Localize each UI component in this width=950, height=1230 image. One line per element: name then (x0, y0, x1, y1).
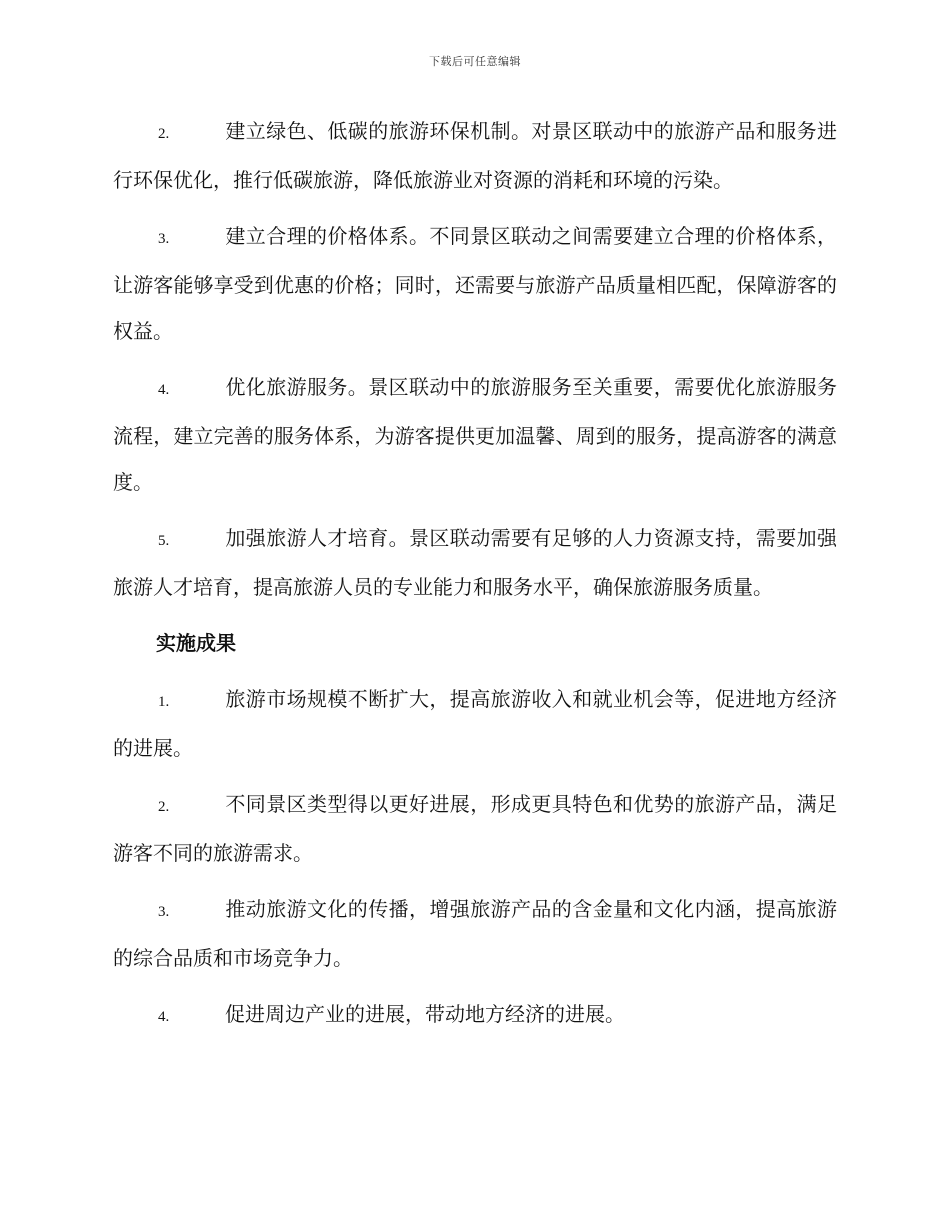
list-item (113, 515, 837, 610)
list-item-number: 3. (158, 231, 170, 247)
list-item-number: 5. (158, 533, 170, 549)
list-item-text: 不同景区类型得以更好进展，形成更具特色和优势的旅游产品，满足游客不同的旅游需求。 (113, 792, 837, 865)
list-item-text: 促进周边产业的进展，带动地方经济的进展。 (225, 1002, 625, 1026)
list-item-number: 2. (158, 799, 170, 815)
list-item (113, 781, 837, 876)
list-item-number: 4. (158, 1009, 170, 1025)
list-item (113, 108, 837, 203)
list-item-number: 2. (158, 126, 170, 142)
list-item-text: 建立合理的价格体系。不同景区联动之间需要建立合理的价格体系，让游客能够享受到优惠的价格；同时，还需要与旅游产品质量相匹配，保障游客的权益。 (113, 224, 837, 343)
list-item-number: 1. (158, 694, 170, 710)
list-item-text: 优化旅游服务。景区联动中的旅游服务至关重要，需要优化旅游服务流程，建立完善的服务体系，为游客提供更加温馨、周到的服务，提高游客的满意度。 (113, 375, 837, 494)
list-item (113, 886, 837, 981)
list-item-number: 3. (158, 904, 170, 920)
document-body (113, 108, 837, 1050)
list-item (113, 364, 837, 505)
list-item-text: 旅游市场规模不断扩大，提高旅游收入和就业机会等，促进地方经济的进展。 (113, 687, 837, 760)
list-item-text: 加强旅游人才培育。景区联动需要有足够的人力资源支持，需要加强旅游人才培育，提高旅游人员的专业能力和服务水平，确保旅游服务质量。 (113, 526, 837, 599)
list-item-text: 建立绿色、低碳的旅游环保机制。对景区联动中的旅游产品和服务进行环保优化，推行低碳旅游，降低旅游业对资源的消耗和环境的污染。 (113, 119, 837, 192)
list-item (113, 991, 837, 1040)
list-item (113, 676, 837, 771)
list-item-number: 4. (158, 382, 170, 398)
section-heading: 实施成果 (156, 631, 236, 655)
list-item-text: 推动旅游文化的传播，增强旅游产品的含金量和文化内涵，提高旅游的综合品质和市场竞争力。 (113, 897, 837, 970)
list-item (113, 213, 837, 354)
page-header: 下载后可任意编辑 (429, 55, 521, 68)
